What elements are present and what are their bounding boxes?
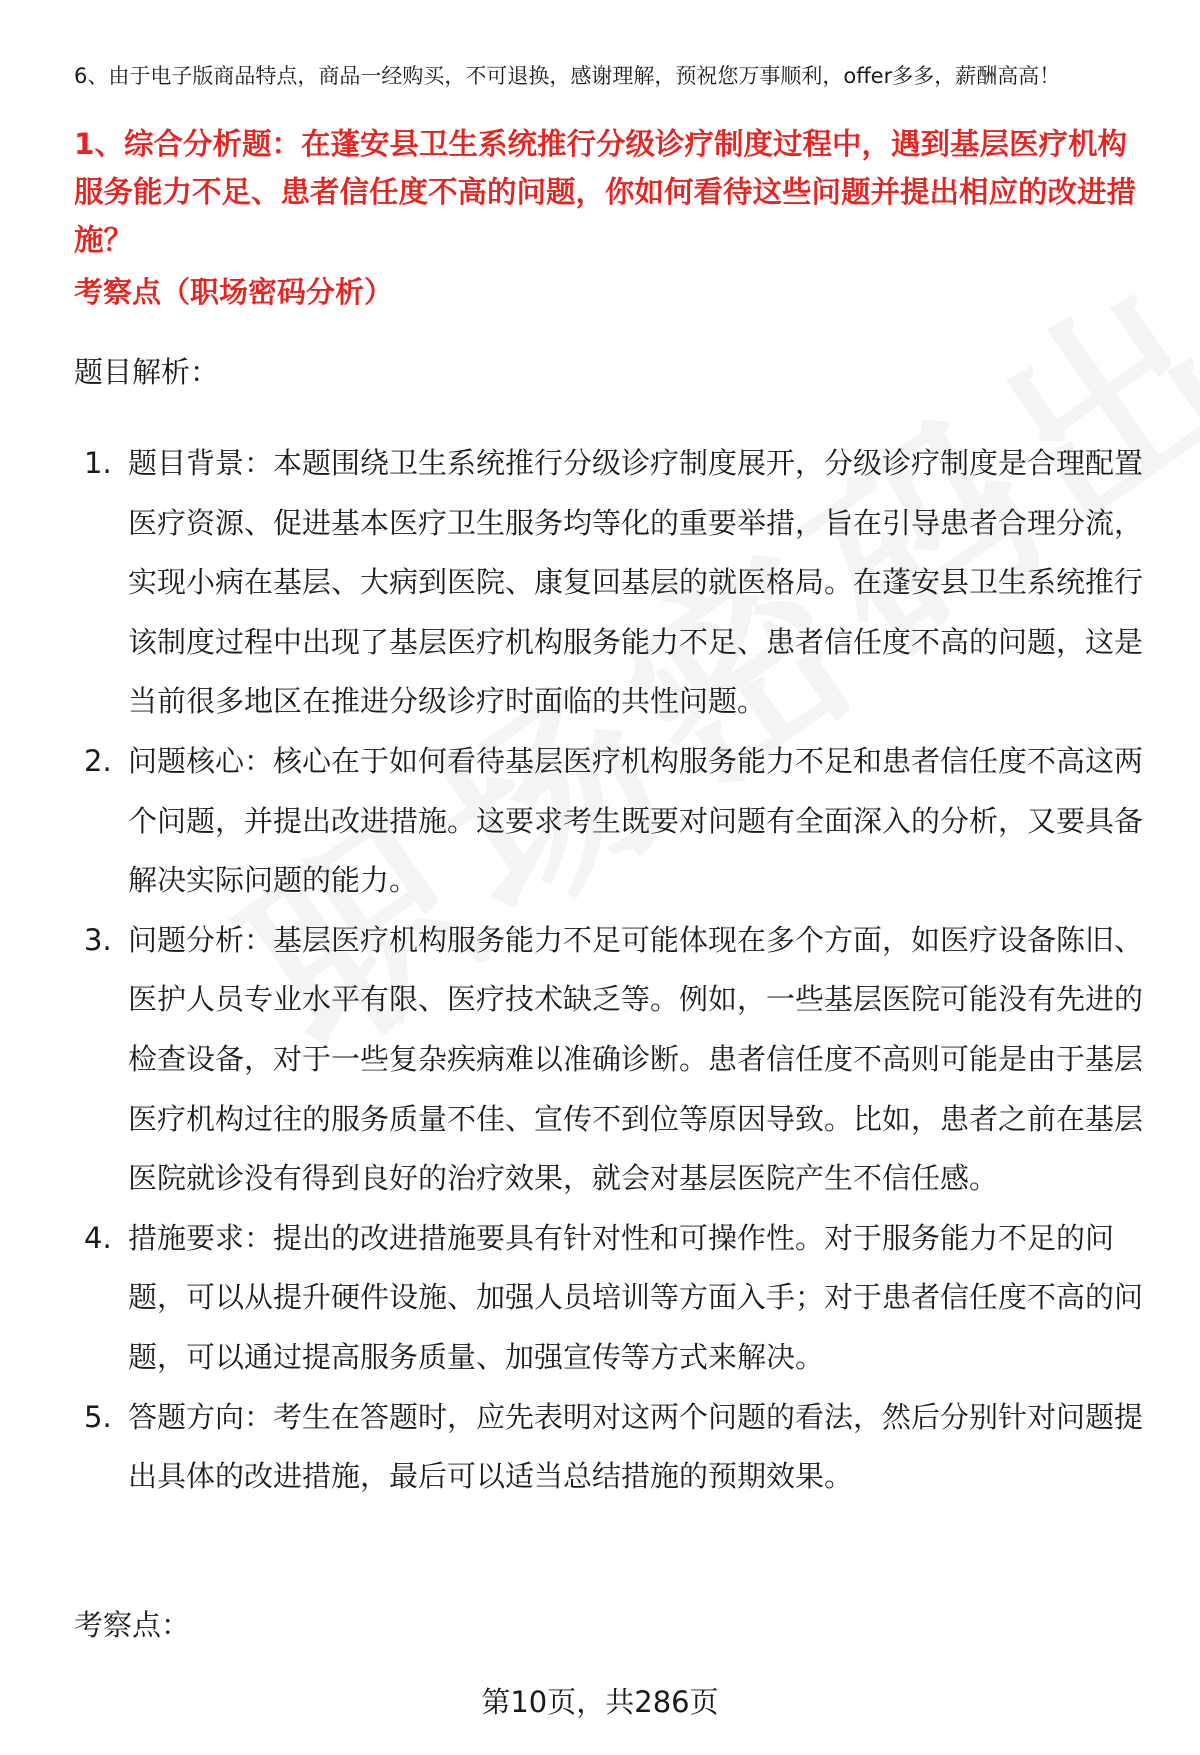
analysis-item [74, 732, 1154, 911]
list-item-number: 4. [84, 1220, 112, 1255]
purchase-notice: 6、由于电子版商品特点，商品一经购买，不可退换，感谢理解，预祝您万事顺利，offer多多，薪酬高高！ [74, 64, 1061, 88]
list-item-text: 问题核心：核心在于如何看待基层医疗机构服务能力不足和患者信任度不高这两个问题，并提出改进措施。这要求考生既要对问题有全面深入的分析，又要具备解决实际问题的能力。 [128, 743, 1144, 898]
analysis-item [74, 911, 1154, 1209]
list-item-number: 3. [84, 922, 112, 957]
list-item-number: 1. [84, 446, 112, 480]
analysis-item [74, 1209, 1154, 1388]
list-item-number: 2. [84, 743, 112, 778]
analysis-item [74, 1388, 1154, 1507]
question-title: 1、综合分析题：在蓬安县卫生系统推行分级诊疗制度过程中，遇到基层医疗机构服务能力不足、患者信任度不高的问题，你如何看待这些问题并提出相应的改进措施？ [74, 127, 1137, 257]
kaocha-heading: 考察点（职场密码分析） [74, 275, 394, 309]
list-item-text: 题目背景：本题围绕卫生系统推行分级诊疗制度展开，分级诊疗制度是合理配置医疗资源、促进基本医疗卫生服务均等化的重要举措，旨在引导患者合理分流，实现小病在基层、大病到医院、康复回基层的就医格局。在蓬安县卫生系统推行该制度过程中出现了基层医疗机构服务能力不足、患者信任度不高的问题，这是当前很多地区在推进分级诊疗时面临的共性问题。 [128, 446, 1144, 719]
page-number: 第10页，共286页 [481, 1685, 719, 1719]
list-item-number: 5. [84, 1399, 112, 1434]
list-item-text: 答题方向：考生在答题时，应先表明对这两个问题的看法，然后分别针对问题提出具体的改进措施，最后可以适当总结措施的预期效果。 [128, 1399, 1144, 1494]
kaocha-label-bottom: 考察点： [74, 1608, 191, 1642]
analysis-list [74, 434, 1154, 1507]
list-item-text: 措施要求：提出的改进措施要具有针对性和可操作性。对于服务能力不足的问题，可以从提升硬件设施、加强人员培训等方面入手；对于患者信任度不高的问题，可以通过提高服务质量、加强宣传等方式来解决。 [128, 1220, 1144, 1374]
analysis-label: 题目解析： [74, 355, 220, 389]
list-item-text: 问题分析：基层医疗机构服务能力不足可能体现在多个方面，如医疗设备陈旧、医护人员专业水平有限、医疗技术缺乏等。例如，一些基层医院可能没有先进的检查设备，对于一些复杂疾病难以准确诊断。患者信任度不高则可能是由于基层医疗机构过往的服务质量不佳、宣传不到位等原因导致。比如，患者之前在基层医院就诊没有得到良好的治疗效果，就会对基层医院产生不信任感。 [128, 922, 1144, 1196]
analysis-item [74, 434, 1154, 732]
